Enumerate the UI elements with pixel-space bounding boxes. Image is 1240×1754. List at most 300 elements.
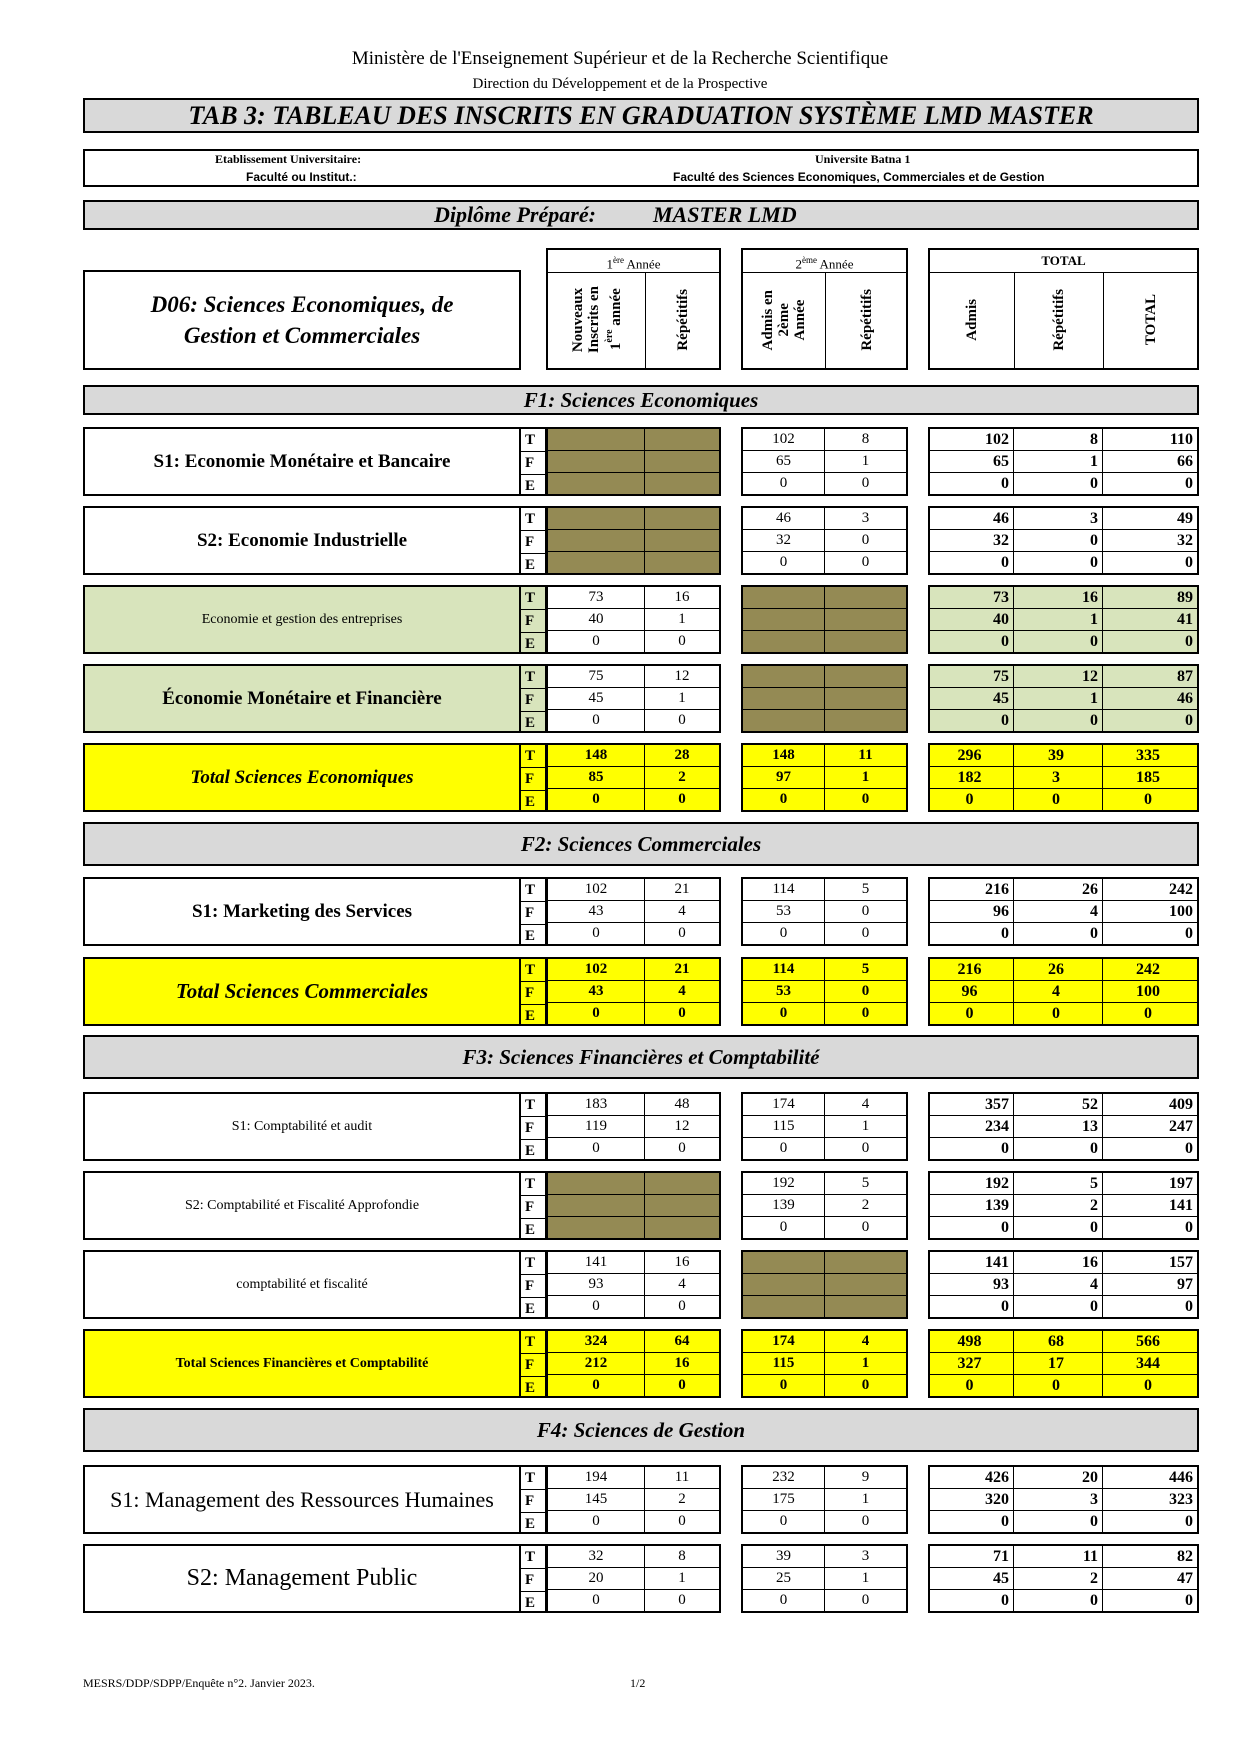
y2-cell: 1 [825, 1353, 906, 1375]
y1-cell: 324 [548, 1331, 645, 1353]
domain-line2: Gestion et Commerciales [183, 323, 421, 348]
y1-cell: 141 [548, 1252, 645, 1274]
total-cell: 65 [930, 451, 1014, 473]
total-cell: 0 [1014, 1003, 1103, 1024]
y1-cell: 21 [645, 879, 719, 901]
diploma-bar [83, 200, 1199, 230]
y2-cell: 53 [743, 901, 825, 923]
specialty-label [83, 1329, 521, 1398]
y2-cell: 5 [825, 879, 906, 901]
y1-cell: 0 [548, 1138, 645, 1159]
row-letters [521, 1465, 547, 1534]
admis-header: Admis [930, 272, 1015, 368]
year2-header [741, 248, 908, 370]
y1-cell [548, 429, 645, 451]
y1-cell: 64 [645, 1331, 719, 1353]
row-letter: F [521, 1196, 545, 1219]
y1-cell: 12 [645, 666, 719, 688]
row-letter: F [521, 1490, 545, 1513]
total-grid [928, 585, 1199, 654]
y1-cell [645, 1217, 719, 1238]
specialty-label [83, 585, 521, 654]
specialty-name: S1: Marketing des Services [191, 900, 413, 922]
y1-cell: 85 [548, 767, 645, 789]
y2-cell [743, 609, 825, 631]
y1-cell: 102 [548, 959, 645, 981]
y2-cell: 0 [743, 473, 825, 494]
page-title: TAB 3: TABLEAU DES INSCRITS EN GRADUATION SYSTÈME LMD MASTER [83, 98, 1199, 133]
total-cell: 16 [1014, 1252, 1103, 1274]
y1-cell: 102 [548, 879, 645, 901]
y1-cell: 212 [548, 1353, 645, 1375]
new-enrolled-header: Nouveaux Inscrits en 1ère année [548, 272, 646, 368]
row-letter: T [521, 879, 545, 902]
rep1-header: Répétitifs [675, 289, 691, 351]
y2-grid [741, 1092, 908, 1161]
filiere-bar: F4: Sciences de Gestion [83, 1408, 1199, 1452]
y1-cell: 0 [678, 633, 686, 649]
total-cell: 96 [930, 901, 1014, 923]
specialty-label [83, 957, 521, 1026]
row-letters [521, 743, 547, 812]
specialty-label [83, 1171, 521, 1240]
total-cell: 68 [1014, 1331, 1103, 1353]
total-cell: 110 [1103, 429, 1197, 451]
establishment-box [83, 149, 1199, 187]
total-cell: 0 [1014, 1217, 1103, 1238]
y2-grid [741, 427, 908, 496]
y1-cell [645, 530, 719, 552]
total-cell: 4 [1014, 1274, 1103, 1296]
total-cell: 0 [930, 1217, 1014, 1238]
total-cell: 2 [1014, 1195, 1103, 1217]
total-cell: 46 [930, 508, 1014, 530]
y2-cell: 0 [743, 1590, 825, 1611]
y1-cell: 4 [645, 901, 719, 923]
y2-cell: 102 [743, 429, 825, 451]
row-letters [521, 664, 547, 733]
y2-cell [743, 710, 825, 731]
y2-cell: 114 [743, 879, 825, 901]
y2-cell [743, 1274, 825, 1296]
y2-cell [825, 1296, 906, 1317]
y2-cell: 9 [825, 1467, 906, 1489]
total-grid [928, 1092, 1199, 1161]
total-cell: 320 [930, 1489, 1014, 1511]
total-cell: 3 [1014, 508, 1103, 530]
total-cell: 3 [1014, 767, 1103, 789]
y2-cell: 0 [861, 1377, 870, 1393]
total-col-header: TOTAL [1143, 294, 1159, 346]
y2-cell: 0 [861, 1005, 870, 1021]
total-cell: 66 [1103, 451, 1197, 473]
specialty-name: S1: Management des Ressources Humaines [110, 1486, 494, 1512]
specialty-name: S2: Comptabilité et Fiscalité Approfondie [184, 1197, 420, 1213]
row-letter: F [521, 531, 545, 554]
total-cell: 82 [1103, 1546, 1197, 1568]
total-cell: 357 [930, 1094, 1014, 1116]
y2-cell: 0 [743, 923, 825, 944]
y1-cell: 16 [645, 587, 719, 609]
y1-grid [546, 1329, 721, 1398]
y1-cell: 12 [645, 1116, 719, 1138]
row-letter: F [521, 689, 545, 712]
y2-cell: 32 [743, 530, 825, 552]
specialty-name: Total Sciences Financières et Comptabilité [175, 1355, 429, 1371]
y1-cell: 73 [548, 587, 645, 609]
row-letter: T [521, 1252, 545, 1275]
y1-cell: 48 [645, 1094, 719, 1116]
total-cell: 11 [1014, 1546, 1103, 1568]
y1-cell: 0 [678, 1592, 686, 1608]
y2-cell: 0 [743, 1375, 825, 1396]
row-letter: F [521, 1354, 545, 1377]
y2-cell [743, 688, 825, 710]
total-cell: 185 [1103, 767, 1197, 789]
y1-grid [546, 506, 721, 575]
total-cell: 0 [930, 1511, 1014, 1532]
total-cell: 49 [1103, 508, 1197, 530]
total-grid [928, 1171, 1199, 1240]
total-cell: 0 [1185, 554, 1193, 571]
row-letters [521, 1329, 547, 1398]
y2-cell: 115 [743, 1116, 825, 1138]
total-cell: 1 [1014, 609, 1103, 631]
filiere-bar: F1: Sciences Economiques [83, 385, 1199, 415]
y1-cell: 0 [548, 1590, 645, 1611]
y2-cell: 3 [825, 1546, 906, 1568]
row-letter: E [525, 1008, 536, 1024]
total-cell: 0 [1185, 633, 1193, 650]
y2-grid [741, 1329, 908, 1398]
total-cell: 3 [1014, 1489, 1103, 1511]
total-cell: 247 [1103, 1116, 1197, 1138]
y1-cell [645, 1173, 719, 1195]
y2-cell: 175 [743, 1489, 825, 1511]
row-letter: T [521, 1331, 545, 1354]
row-letter: T [521, 666, 545, 689]
year2-title: 2ème Année [743, 250, 906, 273]
specialty-label [83, 1250, 521, 1319]
total-cell: 45 [930, 1568, 1014, 1590]
y2-cell: 0 [861, 1513, 870, 1529]
row-letters [521, 506, 547, 575]
row-letter: F [521, 768, 545, 791]
row-letters [521, 1092, 547, 1161]
total-cell: 0 [930, 1296, 1014, 1317]
y2-cell: 0 [825, 981, 906, 1003]
specialty-name: S1: Economie Monétaire et Bancaire [153, 450, 451, 472]
total-cell: 0 [1185, 475, 1193, 492]
total-cell: 40 [930, 609, 1014, 631]
total-cell: 566 [1103, 1331, 1197, 1353]
row-letters [521, 1171, 547, 1240]
y2-cell: 11 [825, 745, 906, 767]
row-letter: E [525, 928, 536, 944]
total-cell: 335 [1103, 745, 1197, 767]
y2-cell: 25 [743, 1568, 825, 1590]
total-cell: 0 [930, 1138, 1014, 1159]
y2-grid [741, 743, 908, 812]
y2-cell: 0 [861, 1140, 870, 1156]
y1-cell: 20 [548, 1568, 645, 1590]
y2-cell: 0 [743, 1003, 825, 1024]
y2-cell: 0 [743, 1217, 825, 1238]
year1-title: 1ère Année [548, 250, 719, 273]
total-grid [928, 506, 1199, 575]
y1-cell [645, 1195, 719, 1217]
y1-cell: 0 [678, 1005, 686, 1021]
y2-cell: 0 [861, 791, 870, 807]
total-cell: 1 [1014, 451, 1103, 473]
y2-grid [741, 1544, 908, 1613]
y1-cell [645, 552, 719, 573]
total-cell: 296 [930, 745, 1014, 767]
y2-cell: 232 [743, 1467, 825, 1489]
total-cell: 242 [1103, 879, 1197, 901]
row-letter: F [521, 902, 545, 925]
specialty-name: comptabilité et fiscalité [236, 1276, 368, 1292]
y1-cell: 0 [548, 789, 645, 810]
y2-grid [741, 1171, 908, 1240]
y2-cell [743, 1296, 825, 1317]
y2-cell [743, 1252, 825, 1274]
total-cell: 5 [1014, 1173, 1103, 1195]
total-cell: 8 [1014, 429, 1103, 451]
total-cell: 0 [1185, 925, 1193, 942]
y2-grid [741, 1465, 908, 1534]
etab-label: Etablissement Universitaire: [215, 152, 362, 166]
total-cell: 100 [1103, 981, 1197, 1003]
total-cell: 0 [1014, 789, 1103, 810]
total-grid [928, 1465, 1199, 1534]
total-cell: 242 [1103, 959, 1197, 981]
y2-cell: 1 [825, 1116, 906, 1138]
y2-cell [825, 1252, 906, 1274]
total-cell: 71 [930, 1546, 1014, 1568]
specialty-name: Total Sciences Commerciales [175, 979, 429, 1003]
row-letter: F [521, 452, 545, 475]
y1-cell: 16 [645, 1353, 719, 1375]
y1-cell: 0 [548, 1003, 645, 1024]
y1-cell [548, 473, 645, 494]
y1-cell: 45 [548, 688, 645, 710]
y2-cell: 0 [861, 1219, 870, 1235]
total-cell: 75 [930, 666, 1014, 688]
total-cell: 141 [930, 1252, 1014, 1274]
rep2-header: Répétitifs [858, 289, 875, 351]
specialty-label [83, 506, 521, 575]
total-cell: 89 [1103, 587, 1197, 609]
y2-cell: 97 [743, 767, 825, 789]
y2-cell [825, 587, 906, 609]
row-letter: E [525, 636, 536, 652]
y2-cell: 0 [861, 475, 870, 491]
row-letter: E [525, 557, 536, 573]
total-cell: 182 [930, 767, 1014, 789]
diploma-value: MASTER LMD [653, 202, 797, 227]
total-cell: 16 [1014, 587, 1103, 609]
total-cell: 0 [1014, 1511, 1103, 1532]
total-cell: 0 [1014, 631, 1103, 652]
total-grid [928, 427, 1199, 496]
specialty-label [83, 1544, 521, 1613]
y1-cell: 32 [548, 1546, 645, 1568]
total-cell: 216 [930, 959, 1014, 981]
total-cell: 0 [930, 710, 1014, 731]
total-cell: 0 [1185, 1219, 1193, 1236]
y1-cell [548, 552, 645, 573]
y1-cell: 1 [645, 1568, 719, 1590]
y1-grid [546, 1465, 721, 1534]
y1-grid [546, 1544, 721, 1613]
y1-cell [548, 1217, 645, 1238]
row-letter: E [525, 1516, 536, 1532]
y1-grid [546, 585, 721, 654]
specialty-label [83, 1465, 521, 1534]
y2-grid [741, 957, 908, 1026]
row-letters [521, 1544, 547, 1613]
y1-cell [548, 508, 645, 530]
total-cell: 0 [1144, 791, 1152, 808]
total-cell: 96 [930, 981, 1014, 1003]
y2-cell: 65 [743, 451, 825, 473]
total-cell: 20 [1014, 1467, 1103, 1489]
y1-cell [548, 530, 645, 552]
specialty-name: Économie Monétaire et Financière [162, 687, 442, 709]
total-grid [928, 1329, 1199, 1398]
row-letter: F [521, 1569, 545, 1592]
total-cell: 102 [930, 429, 1014, 451]
y1-cell: 93 [548, 1274, 645, 1296]
row-letter: E [525, 1222, 536, 1238]
total-cell: 0 [1014, 710, 1103, 731]
total-cell: 0 [1014, 1590, 1103, 1611]
total-cell: 4 [1014, 901, 1103, 923]
row-letter: T [521, 1546, 545, 1569]
total-cell: 327 [930, 1353, 1014, 1375]
specialty-name: S2: Economie Industrielle [196, 529, 408, 551]
row-letter: T [521, 1173, 545, 1196]
y1-grid [546, 1092, 721, 1161]
y1-cell: 28 [645, 745, 719, 767]
y2-cell: 192 [743, 1173, 825, 1195]
y1-cell: 0 [548, 923, 645, 944]
y1-cell: 0 [678, 1140, 686, 1156]
y1-cell: 2 [645, 767, 719, 789]
y1-grid [546, 1171, 721, 1240]
y1-cell: 148 [548, 745, 645, 767]
y2-cell: 4 [825, 1331, 906, 1353]
specialty-label [83, 743, 521, 812]
total-cell: 1 [1014, 688, 1103, 710]
diploma-label: Diplôme Préparé: [434, 202, 596, 227]
specialty-name: Economie et gestion des entreprises [201, 611, 403, 627]
total-cell: 0 [1144, 1377, 1152, 1394]
y2-cell: 0 [861, 1592, 870, 1608]
row-letter: T [521, 508, 545, 531]
y1-cell [645, 451, 719, 473]
y2-cell: 0 [825, 901, 906, 923]
y2-cell: 3 [825, 508, 906, 530]
y1-cell: 43 [548, 981, 645, 1003]
total-cell: 498 [930, 1331, 1014, 1353]
row-letter: F [521, 1275, 545, 1298]
row-letter: F [521, 1117, 545, 1140]
y2-cell: 0 [743, 552, 825, 573]
y1-cell: 1 [645, 688, 719, 710]
y2-cell: 0 [861, 554, 870, 570]
y1-cell: 8 [645, 1546, 719, 1568]
specialty-name: S2: Management Public [186, 1565, 418, 1591]
y2-cell [825, 609, 906, 631]
y2-cell [825, 1274, 906, 1296]
total-header [928, 248, 1199, 370]
row-letter: T [521, 1094, 545, 1117]
fac-value: Faculté des Sciences Economiques, Commerciales et de Gestion [673, 170, 1045, 184]
year1-header [546, 248, 721, 370]
row-letters [521, 585, 547, 654]
y1-cell: 4 [645, 1274, 719, 1296]
admis2-header: Admis en 2ème Année [743, 272, 826, 368]
row-letter: T [521, 429, 545, 452]
total-cell: 0 [930, 1590, 1014, 1611]
y1-cell: 183 [548, 1094, 645, 1116]
y2-cell: 5 [825, 1173, 906, 1195]
y2-cell: 46 [743, 508, 825, 530]
y2-grid [741, 664, 908, 733]
y2-cell: 8 [825, 429, 906, 451]
y1-cell: 2 [645, 1489, 719, 1511]
total-cell: 32 [1103, 530, 1197, 552]
y1-cell [645, 429, 719, 451]
y1-cell: 0 [548, 1511, 645, 1532]
total-cell: 0 [1185, 1592, 1193, 1609]
y1-cell [548, 1195, 645, 1217]
y1-cell: 0 [678, 1377, 686, 1393]
y2-cell: 174 [743, 1331, 825, 1353]
y2-cell [743, 631, 825, 652]
footer-ref: MESRS/DDP/SDPP/Enquête n°2. Janvier 2023. [83, 1676, 315, 1690]
y1-grid [546, 427, 721, 496]
y1-cell: 145 [548, 1489, 645, 1511]
total-grid [928, 877, 1199, 946]
total-cell: 0 [1014, 552, 1103, 573]
y2-cell [825, 666, 906, 688]
y2-cell [825, 631, 906, 652]
total-cell: 46 [1103, 688, 1197, 710]
y1-cell: 0 [678, 1298, 686, 1314]
domain-line1: D06: Sciences Economiques, de [150, 292, 454, 317]
total-cell: 0 [930, 789, 1014, 810]
direction-heading: Direction du Développement et de la Prospective [472, 76, 768, 92]
y2-cell: 148 [743, 745, 825, 767]
total-cell: 0 [930, 552, 1014, 573]
total-cell: 52 [1014, 1094, 1103, 1116]
total-cell: 0 [930, 473, 1014, 494]
y1-cell [548, 451, 645, 473]
ministry-heading: Ministère de l'Enseignement Supérieur et de la Recherche Scientifique [351, 48, 889, 69]
specialty-label [83, 1092, 521, 1161]
y2-cell: 114 [743, 959, 825, 981]
row-letters [521, 427, 547, 496]
total-cell: 192 [930, 1173, 1014, 1195]
row-letter: E [525, 794, 536, 810]
specialty-name: Total Sciences Economiques [190, 766, 414, 788]
specialty-label [83, 877, 521, 946]
y1-cell: 119 [548, 1116, 645, 1138]
total-cell: 426 [930, 1467, 1014, 1489]
